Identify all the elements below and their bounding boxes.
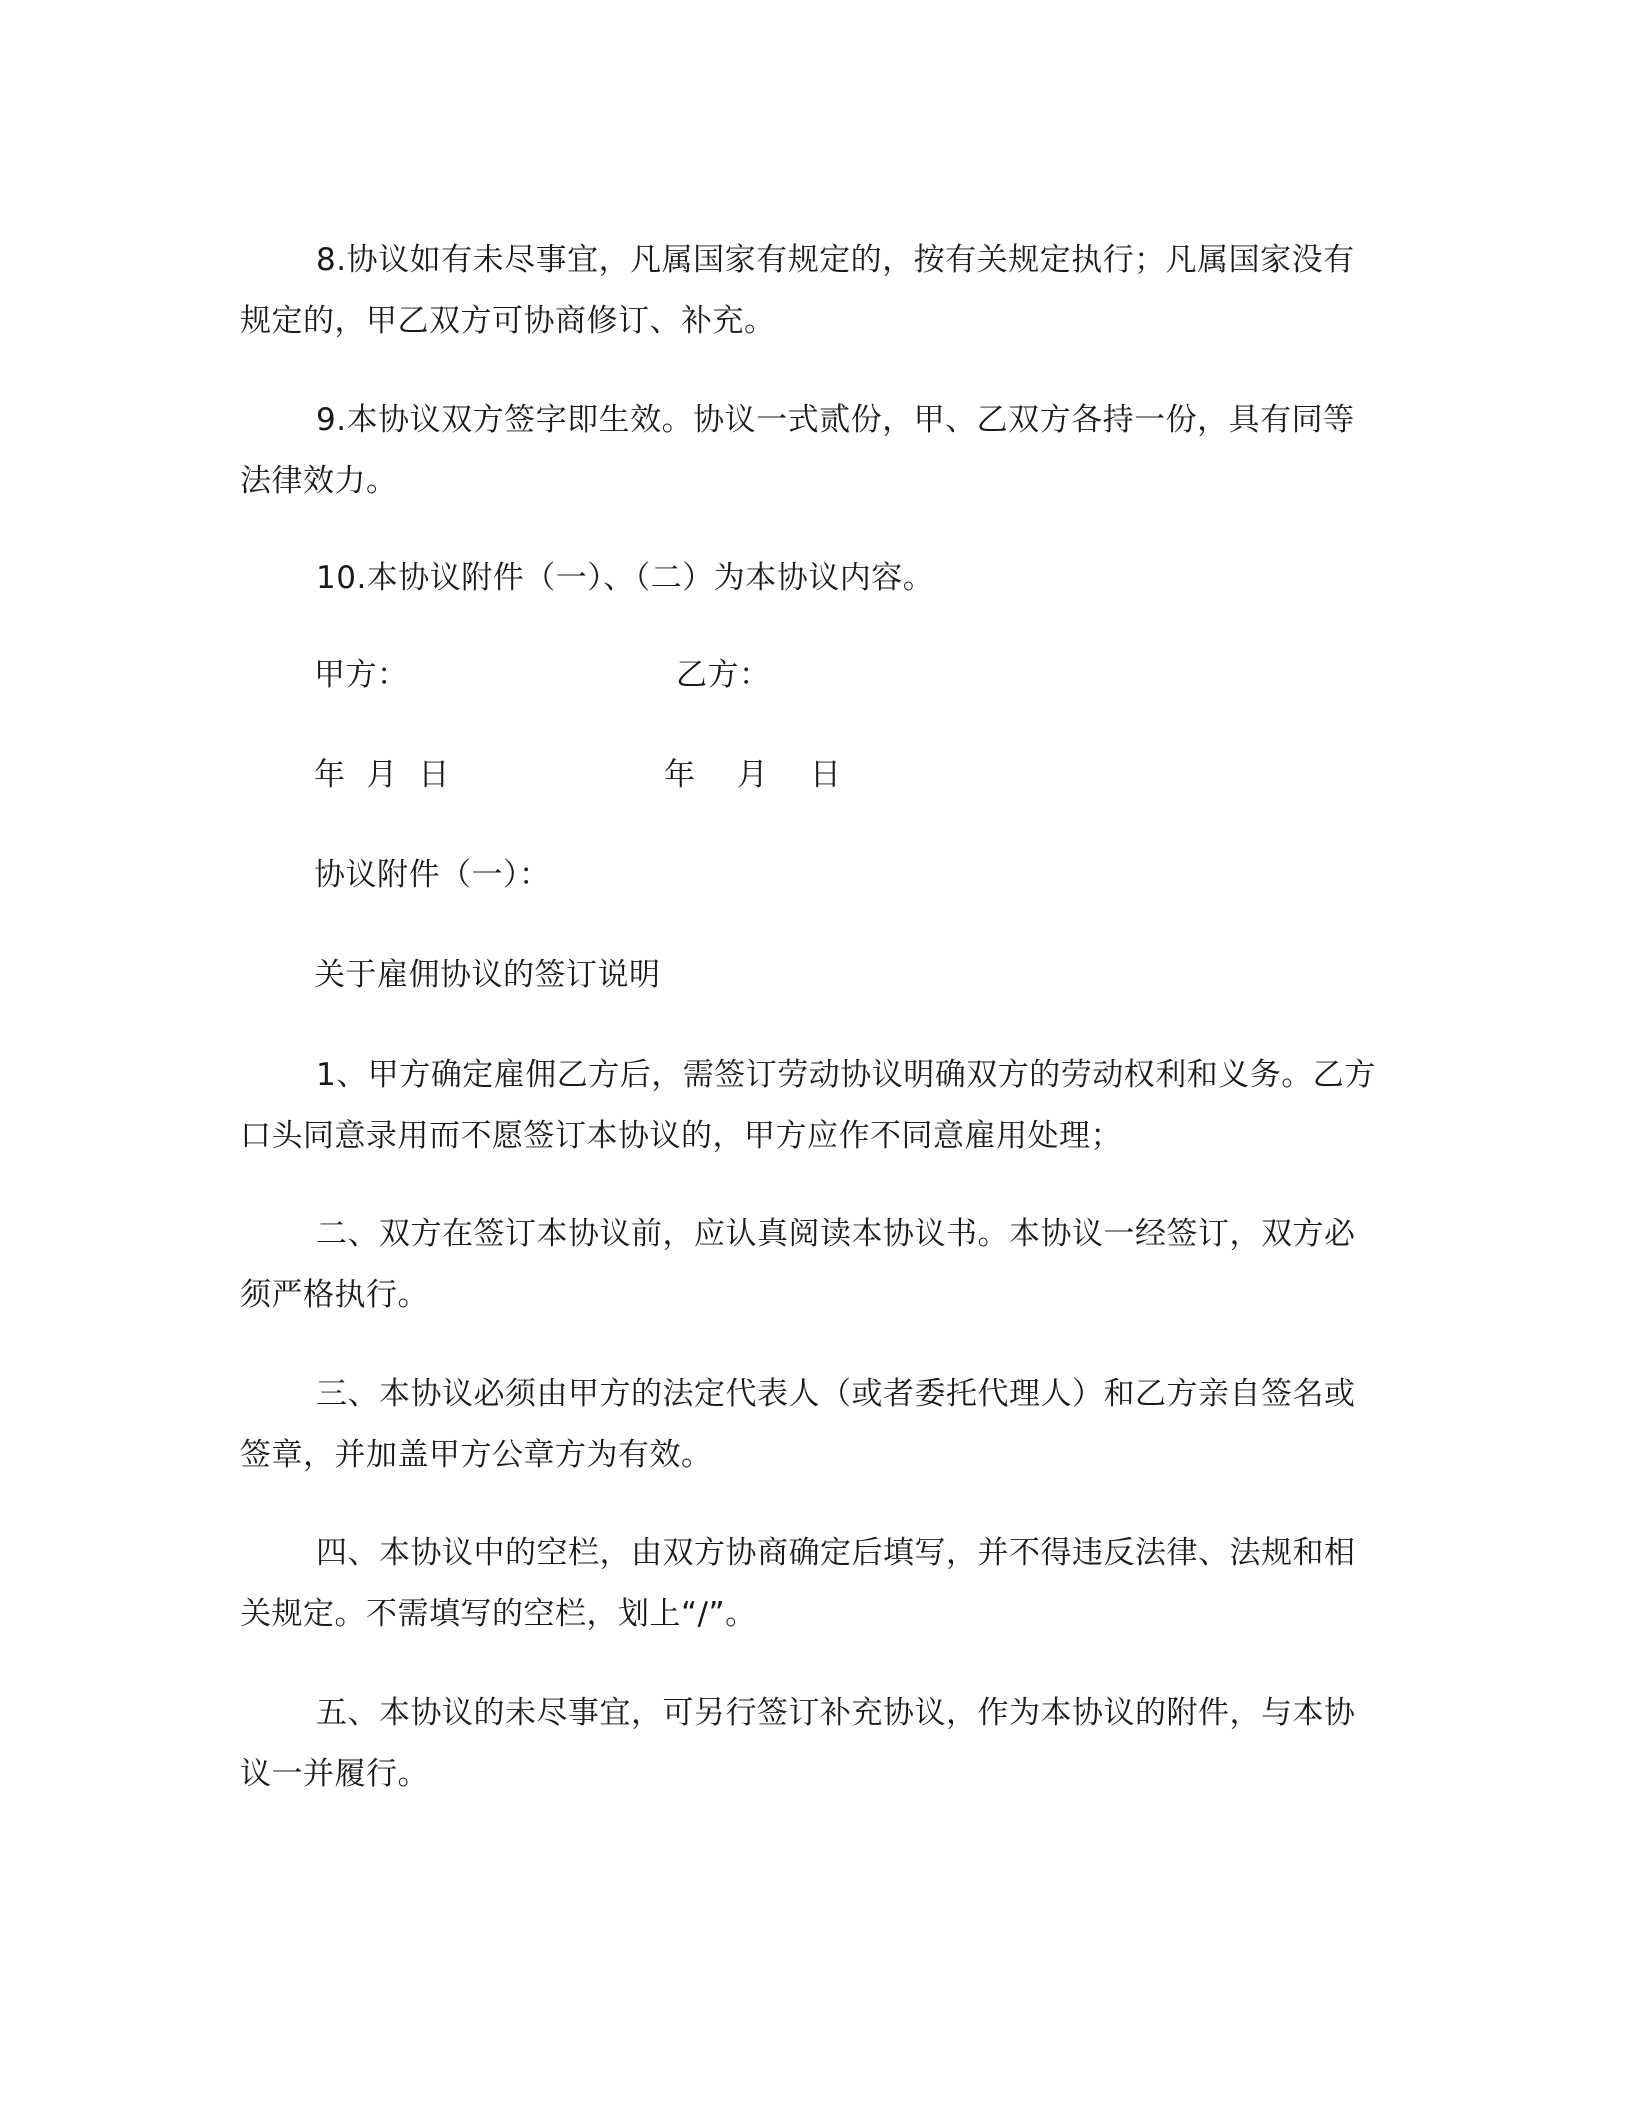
party-b-label: 乙方： xyxy=(676,657,771,693)
attachment-heading: 协议附件（一）： xyxy=(314,857,551,893)
clause-8: 8.协议如有未尽事宜，凡属国家有规定的，按有关规定执行；凡属国家没有规定的，甲乙双方可协商修订、补充。 xyxy=(240,242,1355,339)
party-a-label: 甲方： xyxy=(314,657,409,693)
attachment-item-2: 二、双方在签订本协议前，应认真阅读本协议书。本协议一经签订，双方必须严格执行。 xyxy=(240,1216,1356,1313)
party-b-date: 年 月 日 xyxy=(664,757,842,793)
party-a-date: 年 月 日 xyxy=(314,757,450,793)
clause-9: 9.本协议双方签字即生效。协议一式贰份，甲、乙双方各持一份，具有同等法律效力。 xyxy=(240,402,1355,499)
attachment-item-4: 四、本协议中的空栏，由双方协商确定后填写，并不得违反法律、法规和相关规定。不需填写的空栏，划上“/”。 xyxy=(240,1535,1356,1632)
attachment-title: 关于雇佣协议的签订说明 xyxy=(314,957,661,993)
attachment-item-5: 五、本协议的未尽事宜，可另行签订补充协议，作为本协议的附件，与本协议一并履行。 xyxy=(240,1695,1356,1792)
attachment-item-3: 三、本协议必须由甲方的法定代表人（或者委托代理人）和乙方亲自签名或签章，并加盖甲方公章方为有效。 xyxy=(240,1376,1356,1473)
clause-10: 10.本协议附件（一）、（二）为本协议内容。 xyxy=(316,560,935,596)
attachment-item-1: 1、甲方确定雇佣乙方后，需签订劳动协议明确双方的劳动权利和义务。乙方口头同意录用而不愿签订本协议的，甲方应作不同意雇用处理； xyxy=(240,1057,1376,1154)
